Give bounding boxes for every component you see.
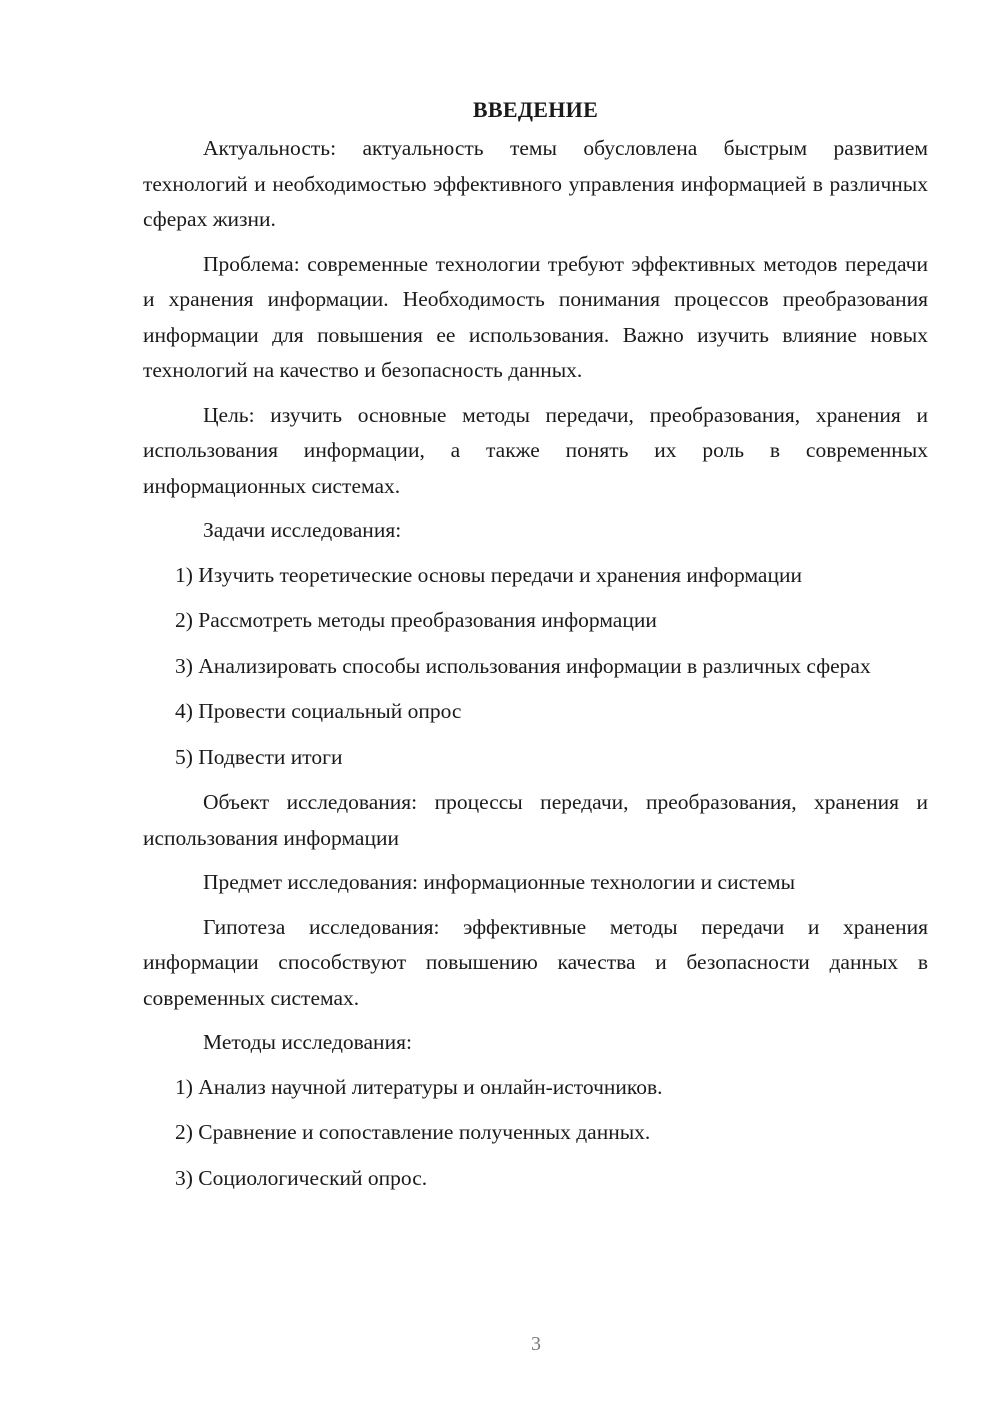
- page-number: 3: [531, 1333, 541, 1355]
- method-item-3: 3) Социологический опрос.: [175, 1165, 428, 1190]
- task-item-2: 2) Рассмотреть методы преобразования информации: [175, 608, 657, 632]
- task-item-1: 1) Изучить теоретические основы передачи и хранения информации: [175, 562, 802, 587]
- methods-heading: Методы исследования:: [203, 1030, 412, 1054]
- object-paragraph: Объект исследования: процессы передачи, преобразования, хранения и использования информации: [143, 790, 928, 850]
- method-item-1: 1) Анализ научной литературы и онлайн-источников.: [175, 1074, 663, 1099]
- hypothesis-paragraph: Гипотеза исследования: эффективные методы передачи и хранения информации способствуют повышению качества и безопасности данных в современных системах.: [143, 914, 928, 1010]
- relevance-paragraph: Актуальность: актуальность темы обусловлена быстрым развитием технологий и необходимостью эффективного управления информацией в различных сферах жизни.: [143, 136, 928, 231]
- method-item-2: 2) Сравнение и сопоставление полученных данных.: [175, 1120, 651, 1144]
- subject-paragraph: Предмет исследования: информационные технологии и системы: [203, 870, 796, 894]
- task-item-5: 5) Подвести итоги: [175, 744, 343, 769]
- document-page: [143, 92, 928, 1206]
- task-item-4: 4) Провести социальный опрос: [175, 699, 462, 723]
- goal-paragraph: Цель: изучить основные методы передачи, преобразования, хранения и использования информации, а также понять их роль в современных информационных системах.: [143, 402, 928, 498]
- problem-paragraph: Проблема: современные технологии требуют эффективных методов передачи и хранения информации. Необходимость понимания процессов преобразования информации для повышения ее использования. Важно изучить влияние новых технологий на качество и безопасность данных.: [143, 251, 928, 382]
- page-title: ВВЕДЕНИЕ: [472, 97, 599, 122]
- tasks-heading: Задачи исследования:: [203, 518, 402, 542]
- task-item-3: 3) Анализировать способы использования информации в различных сферах: [175, 653, 871, 678]
